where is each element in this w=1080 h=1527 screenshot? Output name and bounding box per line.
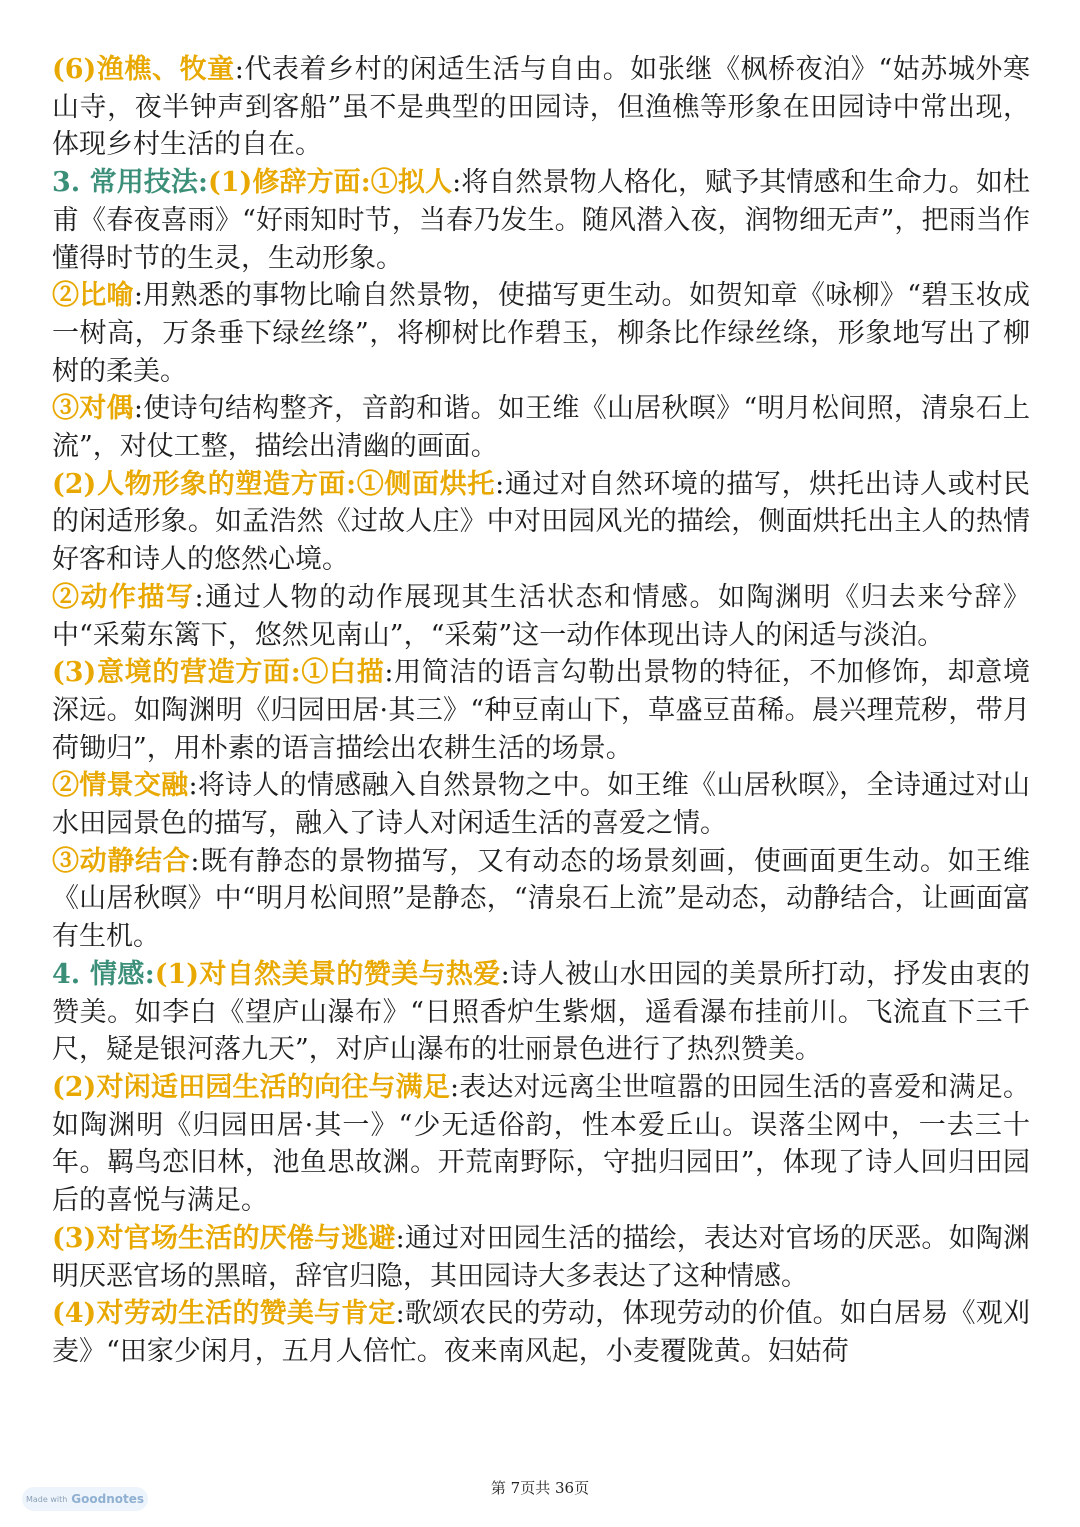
paragraph	[52, 1069, 1030, 1220]
paragraph-text: :将自然景物人格化，赋予其情感和生命力。如杜甫《春夜喜雨》“好雨知时节，当春乃发生。随风潜入夜，润物细无声”，把雨当作懂得时节的生灵，生动形象。	[52, 167, 1030, 274]
highlight-term: (4)对劳动生活的赞美与肯定	[52, 1298, 396, 1330]
paragraph	[52, 390, 1030, 465]
highlight-term: ③对偶	[52, 393, 134, 425]
paragraph-text: :用熟悉的事物比喻自然景物，使描写更生动。如贺知章《咏柳》“碧玉妆成一树高，万条垂下绿丝绦”，将柳树比作碧玉，柳条比作绿丝绦，形象地写出了柳树的柔美。	[52, 280, 1030, 387]
highlight-term: (1)修辞方面:①拟人	[207, 167, 453, 199]
highlight-term: (3)意境的营造方面:①白描	[52, 657, 385, 689]
goodnotes-badge	[22, 1487, 148, 1511]
paragraph-text: :通过对田园生活的描绘，表达对官场的厌恶。如陶渊明厌恶官场的黑暗，辞官归隐，其田园诗大多表达了这种情感。	[52, 1222, 1030, 1292]
paragraph	[52, 1220, 1030, 1295]
paragraph	[52, 164, 1030, 277]
brand-name: Goodnotes	[71, 1492, 145, 1506]
highlight-term: ②情景交融	[52, 770, 189, 802]
paragraph	[52, 1295, 1030, 1370]
paragraph-text: :使诗句结构整齐，音韵和谐。如王维《山居秋暝》“明月松间照，清泉石上流”，对仗工整，描绘出清幽的画面。	[52, 393, 1030, 463]
paragraph-text: :用简洁的语言勾勒出景物的特征，不加修饰，却意境深远。如陶渊明《归园田居·其三》“种豆南山下，草盛豆苗稀。晨兴理荒秽，带月荷锄归”，用朴素的语言描绘出农耕生活的场景。	[52, 657, 1030, 764]
highlight-term: (2)人物形象的塑造方面:①侧面烘托	[52, 468, 496, 500]
paragraph-text: :表达对远离尘世喧嚣的田园生活的喜爱和满足。如陶渊明《归园田居·其一》“少无适俗韵，性本爱丘山。误落尘网中，一去三十年。羁鸟恋旧林，池鱼思故渊。开荒南野际，守拙归园田”，体现了诗人回归田园后的喜悦与满足。	[52, 1071, 1030, 1217]
highlight-term: (6)渔樵、牧童	[52, 54, 235, 85]
paragraph-text: :代表着乡村的闲适生活与自由。如张继《枫桥夜泊》“姑苏城外寒山寺，夜半钟声到客船”虽不是典型的田园诗，但渔樵等形象在田园诗中常出现，体现乡村生活的自在。	[52, 54, 1030, 161]
page-number: 第 7页共 36页	[490, 1479, 590, 1497]
paragraph	[52, 767, 1030, 842]
brand-prefix: Made with	[25, 1494, 68, 1504]
highlight-term: ②动作描写	[52, 581, 195, 613]
highlight-term: ②比喻	[52, 280, 134, 312]
paragraph-text: :通过人物的动作展现其生活状态和情感。如陶渊明《归去来兮辞》中“采菊东篱下，悠然见南山”，“采菊”这一动作体现出诗人的闲适与淡泊。	[52, 581, 1030, 651]
highlight-term: (3)对官场生活的厌倦与逃避	[52, 1222, 396, 1254]
section-heading: 3. 常用技法:	[52, 167, 208, 199]
paragraph-text: :诗人被山水田园的美景所打动，抒发由衷的赞美。如李白《望庐山瀑布》“日照香炉生紫烟，遥看瀑布挂前川。飞流直下三千尺，疑是银河落九天”，对庐山瀑布的壮丽景色进行了热烈赞美。	[52, 958, 1030, 1066]
paragraph	[52, 466, 1030, 579]
paragraph	[52, 277, 1030, 390]
paragraph	[52, 654, 1030, 767]
section-heading: 4. 情感:	[52, 958, 155, 990]
paragraph	[52, 956, 1030, 1069]
highlight-term: ③动静结合	[52, 845, 191, 877]
paragraph-text: :既有静态的景物描写，又有动态的场景刻画，使画面更生动。如王维《山居秋暝》中“明月松间照”是静态，“清泉石上流”是动态，动静结合，让画面富有生机。	[52, 845, 1030, 953]
document-body	[52, 51, 1030, 1371]
paragraph	[52, 579, 1030, 654]
paragraph	[52, 843, 1030, 956]
paragraph	[52, 51, 1030, 164]
paragraph-text: :通过对自然环境的描写，烘托出诗人或村民的闲适形象。如孟浩然《过故人庄》中对田园风光的描绘，侧面烘托出主人的热情好客和诗人的悠然心境。	[52, 468, 1030, 576]
highlight-term: (1)对自然美景的赞美与热爱	[154, 958, 501, 990]
paragraph-text: :歌颂农民的劳动，体现劳动的价值。如白居易《观刈麦》“田家少闲月，五月人倍忙。夜来南风起，小麦覆陇黄。妇姑荷	[52, 1298, 1030, 1367]
highlight-term: (2)对闲适田园生活的向往与满足	[52, 1071, 450, 1103]
paragraph-text: :将诗人的情感融入自然景物之中。如王维《山居秋暝》，全诗通过对山水田园景色的描写，融入了诗人对闲适生活的喜爱之情。	[52, 770, 1030, 840]
